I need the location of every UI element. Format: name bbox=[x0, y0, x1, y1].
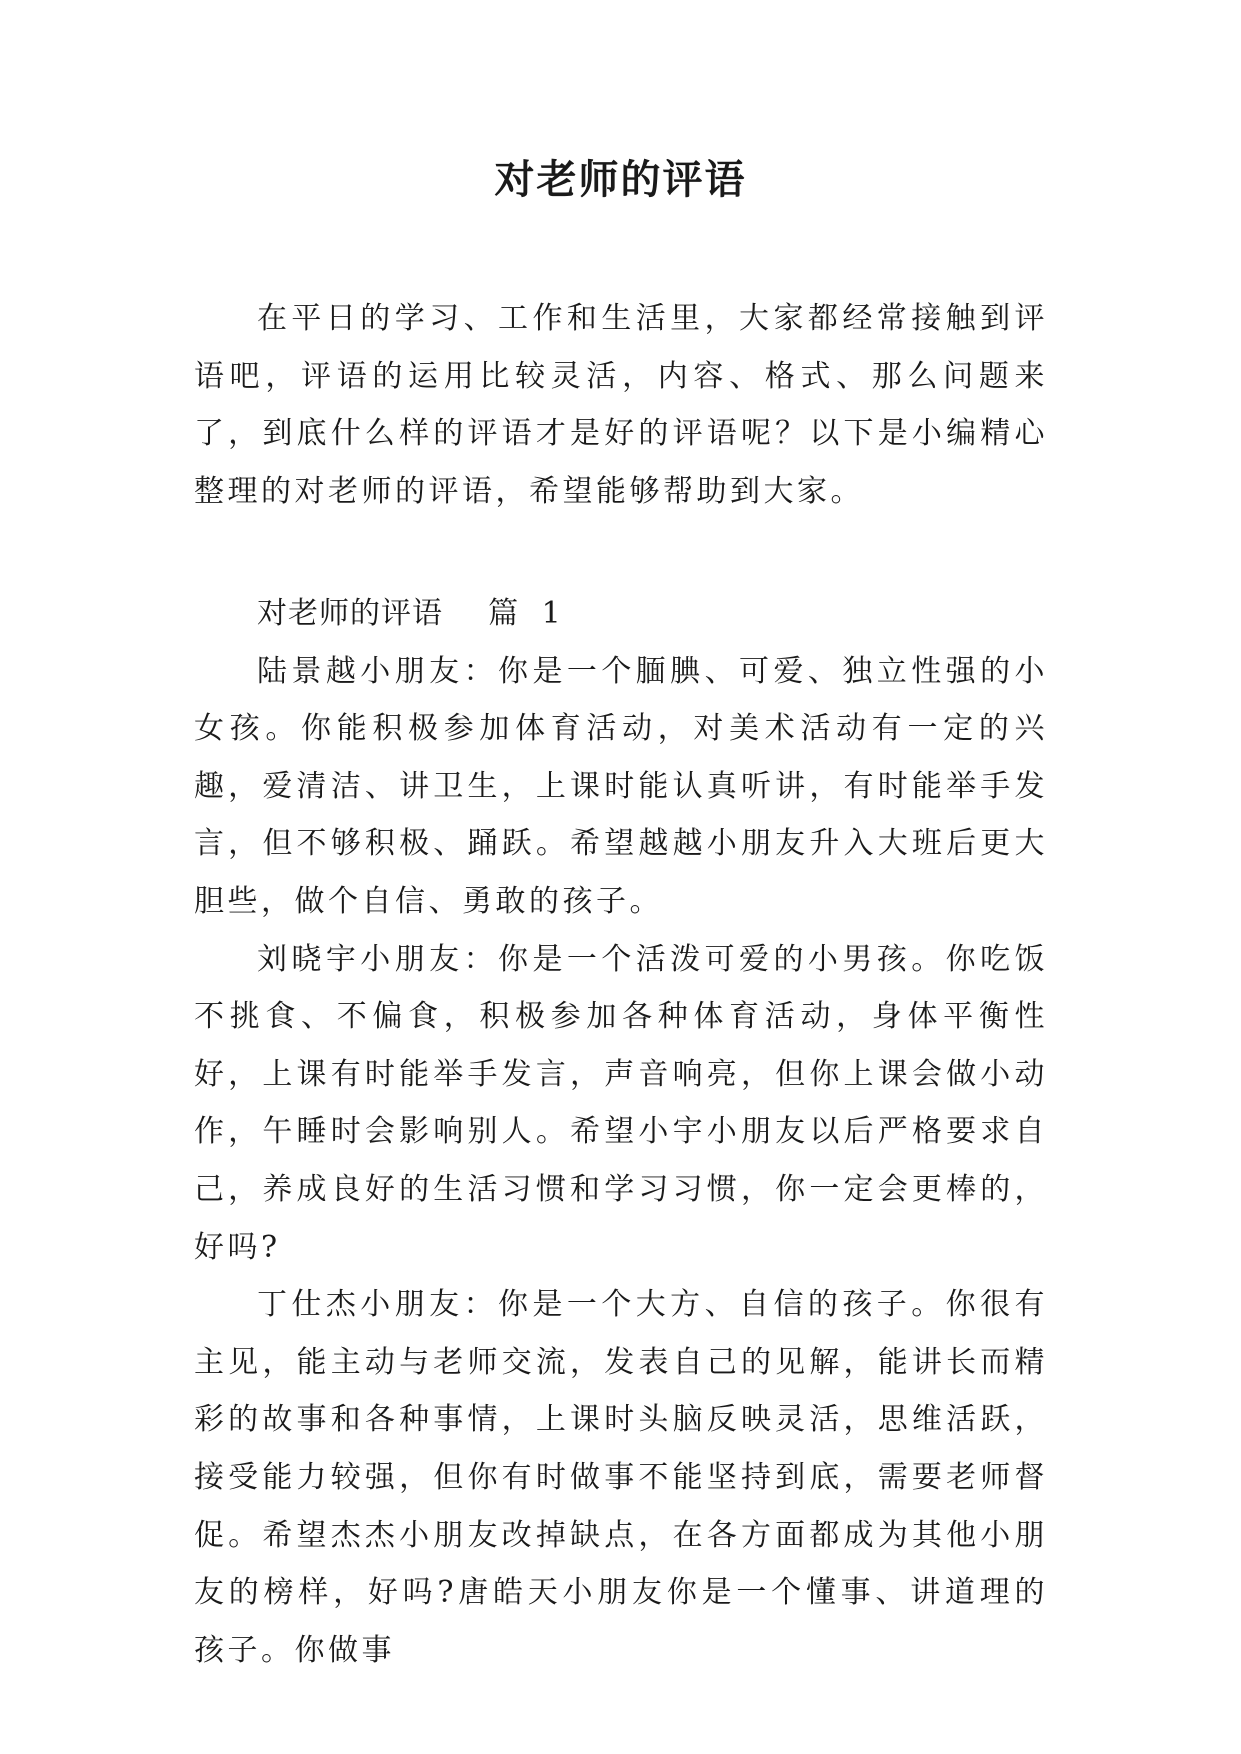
comment-paragraph-3: 丁仕杰小朋友：你是一个大方、自信的孩子。你很有主见，能主动与老师交流，发表自己的见解，能讲长而精彩的故事和各种事情，上课时头脑反映灵活，思维活跃，接受能力较强，但你有时做事不能坚持到底，需要老师督促。希望杰杰小朋友改掉缺点，在各方面都成为其他小朋友的榜样，好吗?唐皓天小朋友你是一个懂事、讲道理的孩子。你做事 bbox=[194, 1287, 1048, 1668]
intro-block bbox=[194, 290, 1048, 520]
comment-paragraph-2: 刘晓宇小朋友：你是一个活泼可爱的小男孩。你吃饭不挑食、不偏食，积极参加各种体育活动，身体平衡性好，上课有时能举手发言，声音响亮，但你上课会做小动作，午睡时会影响别人。希望小宇小朋友以后严格要求自己，养成良好的生活习惯和学习习惯，你一定会更棒的，好吗? bbox=[194, 941, 1048, 1265]
section-heading: 对老师的评语 篇 1 bbox=[257, 596, 562, 631]
comment-paragraph-1: 陆景越小朋友：你是一个腼腆、可爱、独立性强的小女孩。你能积极参加体育活动，对美术活动有一定的兴趣，爱清洁、讲卫生，上课时能认真听讲，有时能举手发言，但不够积极、踊跃。希望越越小朋友升入大班后更大胆些，做个自信、勇敢的孩子。 bbox=[194, 653, 1048, 919]
intro-paragraph: 在平日的学习、工作和生活里，大家都经常接触到评语吧，评语的运用比较灵活，内容、格式、那么问题来了，到底什么样的评语才是好的评语呢？以下是小编精心整理的对老师的评语，希望能够帮助到大家。 bbox=[194, 301, 1048, 509]
document-title: 对老师的评语 bbox=[494, 157, 747, 203]
section-1 bbox=[194, 585, 1048, 1679]
